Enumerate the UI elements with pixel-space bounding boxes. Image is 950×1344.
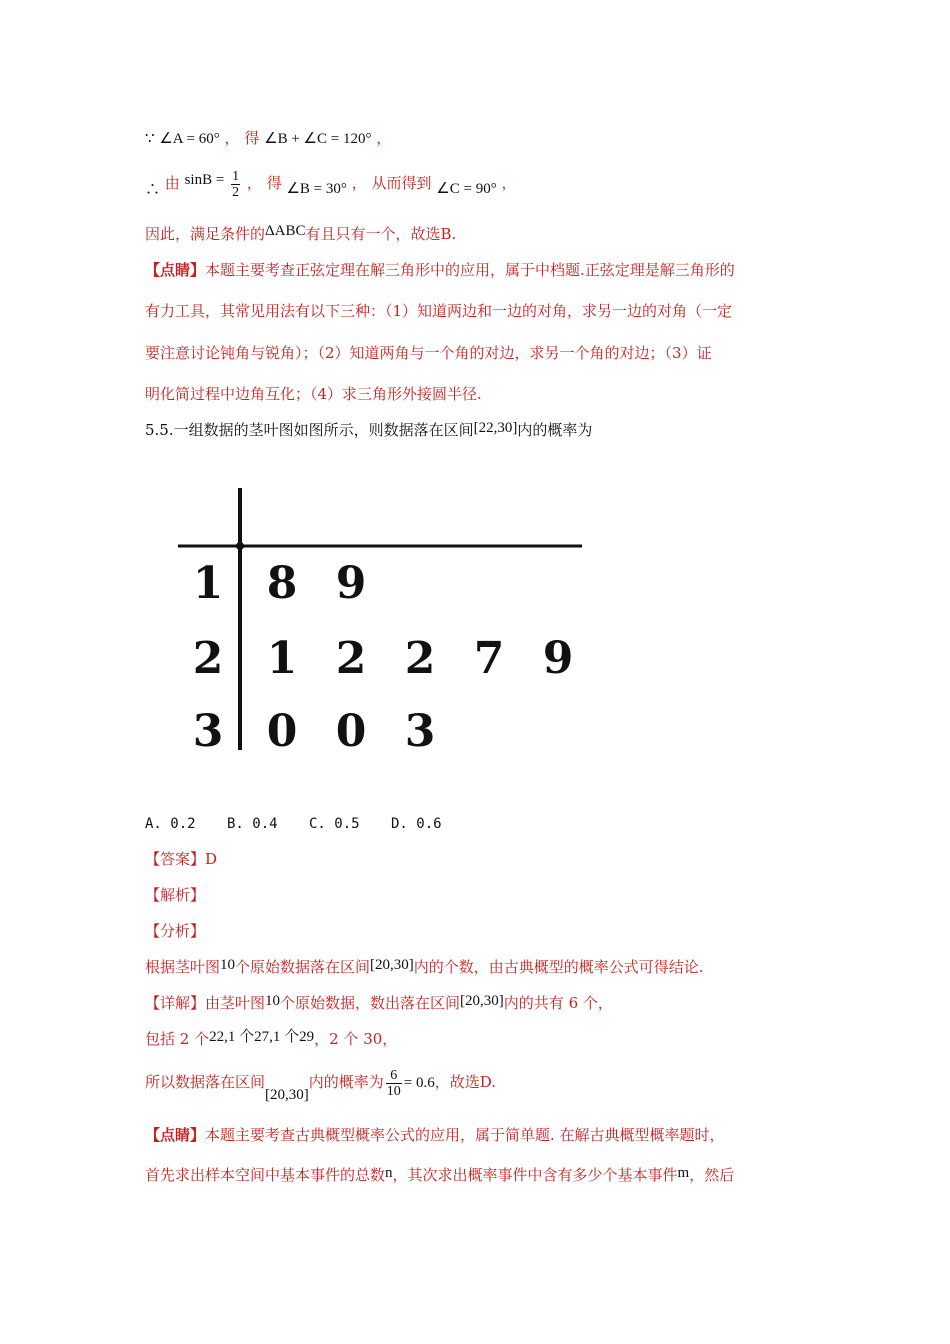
dianjing-line-1 xyxy=(145,260,735,280)
include-value: 22 xyxy=(209,1029,225,1045)
option-d: D. 0.6 xyxy=(391,816,442,832)
dianjing-tag: 【点睛】 xyxy=(145,1126,206,1144)
answer-tag: 【答案】 xyxy=(145,850,206,868)
xiangjie-line xyxy=(145,993,613,1014)
dianjing-tag: 【点睛】 xyxy=(145,261,206,279)
question-post: 内的概率为 xyxy=(517,421,593,439)
leaf-value: 9 xyxy=(542,633,574,684)
dianjing-line-3 xyxy=(145,343,712,363)
prob-mid: 内的概率为 xyxy=(308,1073,384,1091)
include-line xyxy=(145,1029,397,1050)
fenxi-post: 内的个数，由古典概型的概率公式可得结论. xyxy=(413,958,704,976)
prob-post: ，故选D. xyxy=(434,1073,497,1091)
dianjing-text: 首先求出样本空间中基本事件的总数 xyxy=(145,1166,386,1184)
fenxi-pre: 根据茎叶图 xyxy=(145,958,221,976)
xiangjie-interval: [20,30] xyxy=(460,993,504,1009)
fenxi-tag-line xyxy=(145,921,205,941)
question-interval: [22,30] xyxy=(473,420,518,436)
half-fraction xyxy=(231,169,240,200)
dianjing-text: ，其次求出概率事件中含有多少个基本事件 xyxy=(392,1166,678,1184)
option-a: A. 0.2 xyxy=(145,816,196,832)
fenxi-tag: 【分析】 xyxy=(145,922,206,940)
include-sep: ,1 个 xyxy=(269,1029,300,1045)
prob-interval: [20,30] xyxy=(265,1087,309,1103)
option-b: B. 0.4 xyxy=(227,816,278,832)
comma: ， xyxy=(351,174,367,192)
answer-value: D xyxy=(205,850,218,868)
include-value: 27 xyxy=(254,1029,270,1045)
question-pre: 一组数据的茎叶图如图所示，则数据落在区间 xyxy=(173,421,474,439)
axis-junction-dot xyxy=(236,542,244,550)
fraction-numerator: 6 xyxy=(386,1068,402,1084)
xiangjie-pre: 由茎叶图 xyxy=(205,994,266,1012)
dianjing-line-2 xyxy=(145,301,732,321)
xiangjie-tag: 【详解】 xyxy=(145,994,206,1012)
variable-n: n xyxy=(385,1165,393,1181)
comma: ， xyxy=(246,174,262,192)
stem-value-2: 2 xyxy=(192,633,224,684)
leaf-value: 2 xyxy=(404,633,436,684)
dianjing-line-4 xyxy=(145,384,482,404)
line-conclusion xyxy=(145,224,456,245)
leaf-value: 1 xyxy=(266,633,298,684)
prob-pre: 所以数据落在区间 xyxy=(145,1073,266,1091)
dianjing2-line-1 xyxy=(145,1125,725,1145)
sinb-expr: sinB = xyxy=(184,172,225,188)
therefore-symbol: ∴ xyxy=(145,180,161,198)
comma: ， xyxy=(224,129,240,147)
fraction-denominator: 10 xyxy=(386,1083,401,1099)
probability-line xyxy=(145,1062,496,1103)
line-sinb xyxy=(145,166,517,201)
leaf-value: 8 xyxy=(266,558,298,609)
comma: ， xyxy=(501,174,517,192)
dianjing-text: 明化简过程中边角互化；（4）求三角形外接圆半径. xyxy=(145,385,482,403)
leaf-value: 9 xyxy=(335,558,367,609)
angle-b-expr: ∠B = 30° xyxy=(286,181,347,197)
because-symbol: ∵ xyxy=(145,129,155,147)
angle-a-expr: ∠A = 60° xyxy=(159,131,220,147)
you-text: 由 xyxy=(164,174,180,192)
jiexi-tag: 【解析】 xyxy=(145,886,206,904)
prob-fraction xyxy=(386,1068,402,1099)
xiangjie-count: 10 xyxy=(265,993,281,1009)
question-number: 5.5. xyxy=(145,421,174,439)
xiangjie-mid: 个原始数据，数出落在区间 xyxy=(280,994,461,1012)
dianjing-text: 有力工具，其常见用法有以下三种：（1）知道两边和一边的对角，求另一边的对角（一定 xyxy=(145,302,733,320)
answer-line xyxy=(145,849,217,869)
fenxi-mid: 个原始数据落在区间 xyxy=(235,958,371,976)
include-post: ，2 个 30， xyxy=(314,1030,398,1048)
question-line xyxy=(145,420,592,441)
stem-leaf-plot xyxy=(170,478,590,758)
fraction-numerator: 1 xyxy=(232,168,240,184)
dianjing-text: 本题主要考查古典概型概率公式的应用，属于简单题. 在解古典概型概率题时， xyxy=(205,1126,725,1144)
comma: ， xyxy=(376,129,392,147)
fenxi-count: 10 xyxy=(220,957,236,973)
leaf-value: 0 xyxy=(266,706,298,757)
de-text: 得 xyxy=(244,129,260,147)
angle-c-expr: ∠C = 90° xyxy=(436,181,497,197)
stem-value-3: 3 xyxy=(192,706,224,757)
dianjing-text: ，然后 xyxy=(689,1166,735,1184)
fenxi-interval: [20,30] xyxy=(370,957,414,973)
conclusion-pre: 因此，满足条件的 xyxy=(145,225,266,243)
include-sep: ,1 个 xyxy=(224,1029,255,1045)
line-angle-sum xyxy=(145,128,391,149)
leaf-value: 3 xyxy=(404,706,436,757)
angle-bc-expr: ∠B + ∠C = 120° xyxy=(264,131,372,147)
prob-equals: = 0.6 xyxy=(403,1075,435,1091)
xiangjie-post: 内的共有 6 个， xyxy=(503,994,613,1012)
include-pre: 包括 2 个 xyxy=(145,1030,210,1048)
options-line xyxy=(145,814,473,834)
fraction-denominator: 2 xyxy=(232,184,240,200)
variable-m: m xyxy=(677,1165,690,1181)
stem-value-1: 1 xyxy=(192,558,224,609)
option-c: C. 0.5 xyxy=(309,816,360,832)
leaf-value: 2 xyxy=(335,633,367,684)
include-value: 29 xyxy=(299,1029,315,1045)
de-text: 得 xyxy=(266,174,282,192)
jiexi-line xyxy=(145,885,205,905)
leaf-value: 0 xyxy=(335,706,367,757)
conclusion-post: 有且只有一个，故选B. xyxy=(305,225,457,243)
fenxi-line xyxy=(145,957,704,978)
triangle-abc: ΔABC xyxy=(265,223,306,239)
congerdedao-text: 从而得到 xyxy=(371,174,432,192)
dianjing-text: 本题主要考查正弦定理在解三角形中的应用，属于中档题.正弦定理是解三角形的 xyxy=(205,261,735,279)
dianjing2-line-2 xyxy=(145,1165,734,1186)
leaf-value: 7 xyxy=(473,633,505,684)
dianjing-text: 要注意讨论钝角与锐角）；（2）知道两角与一个角的对边，求另一个角的对边；（3）证 xyxy=(145,344,712,362)
